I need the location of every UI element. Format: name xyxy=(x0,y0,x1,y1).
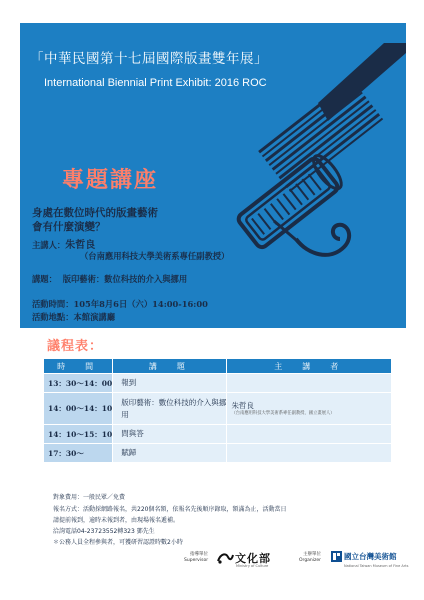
row-speaker-name: 朱哲良 xyxy=(231,401,254,410)
row-topic: 報到 xyxy=(113,374,227,393)
event-time-label: 活動時間： xyxy=(32,299,74,309)
row-time: 14：00～14：10 xyxy=(44,393,113,425)
row-topic: 版印藝術：數位科技的介入與挪用 xyxy=(113,393,227,425)
exhibition-subtitle: International Biennial Print Exhibit: 2016 ROC xyxy=(44,77,267,89)
exhibition-title: 「中華民國第十七屆國際版畫雙年展」 xyxy=(30,51,268,67)
note-contact: 洽詢電話04-23723552轉323 鄧先生 xyxy=(53,528,155,535)
museum-logo xyxy=(331,551,397,562)
speaker-row xyxy=(32,236,95,251)
museum-logo-icon xyxy=(331,551,342,562)
hero-banner xyxy=(20,23,406,328)
row-speaker xyxy=(227,425,392,444)
question-line-1: 身處在數位時代的版畫藝術 xyxy=(32,207,158,219)
note-credit-hours: ＊公務人員全程參與者，可獲研習認證時數2小時 xyxy=(53,539,183,546)
event-time-row xyxy=(32,298,208,310)
speaker-label: 主講人： xyxy=(32,240,66,250)
event-place: 本館演講廳 xyxy=(73,312,115,322)
speaker-name: 朱哲良 xyxy=(65,240,96,251)
speaker-title: （台南應用科技大學美術系專任副教授） xyxy=(80,251,230,261)
organizer-label-en: Organizer xyxy=(299,558,322,563)
row-speaker-note: （台南應用科技大學美術系專任副教授、國立畫展人） xyxy=(231,411,335,416)
lecture-label: 講題： xyxy=(32,274,57,284)
paint-roller-icon xyxy=(178,43,406,263)
event-place-row xyxy=(32,311,115,323)
event-time: 105年8月6日（六）14:00-16:00 xyxy=(73,299,208,309)
organizer-label: 主辦單位 xyxy=(303,552,322,557)
supervisor-label-block xyxy=(184,552,208,564)
lecture-heading: 專題講座 xyxy=(62,167,159,193)
table-row xyxy=(44,444,392,463)
agenda-table xyxy=(43,358,392,463)
supervisor-name: 文化部 xyxy=(235,552,271,565)
row-speaker xyxy=(227,393,392,425)
table-row xyxy=(44,393,392,425)
agenda-header-row xyxy=(44,359,392,374)
table-row xyxy=(44,374,392,393)
row-time: 14：10～15：10 xyxy=(44,425,113,444)
lecture-topic: 版印藝術：數位科技的介入與挪用 xyxy=(62,274,188,284)
note-audience: 對象費用：一般民眾／免費 xyxy=(53,494,126,501)
note-registration: 報名方式：活動採網路報名，共220個名額，依報名先後順序錄取，額滿為止，活動當日 xyxy=(53,506,287,513)
footer xyxy=(20,545,409,575)
supervisor-label-en: Supervisor xyxy=(184,558,209,563)
poster xyxy=(20,23,409,575)
row-speaker xyxy=(227,374,392,393)
table-row xyxy=(44,425,392,444)
question-line-2: 會有什麼演變？ xyxy=(32,221,106,233)
supervisor-sub: Ministry of Culture xyxy=(236,564,269,568)
header-time: 時 間 xyxy=(44,359,113,374)
row-topic: 問與答 xyxy=(113,425,227,444)
ministry-logo-icon xyxy=(216,551,234,565)
row-time: 17：30～ xyxy=(44,444,113,463)
organizer-label-block xyxy=(299,552,321,564)
row-topic: 賦歸 xyxy=(113,444,227,463)
supervisor-label: 指導單位 xyxy=(190,552,209,557)
organizer-name: 國立台灣美術館 xyxy=(344,552,397,561)
agenda-title: 議程表： xyxy=(47,339,104,354)
row-speaker xyxy=(227,444,392,463)
note-registration-cont: 請提前報到，逾時未報到者，由現場報名遞補。 xyxy=(53,517,180,524)
event-place-label: 活動地點： xyxy=(32,312,74,322)
organizer-sub: National Taiwan Museum of Fine Arts xyxy=(344,564,409,568)
lecture-topic-row xyxy=(32,273,187,285)
header-topic: 講 題 xyxy=(113,359,227,374)
row-time: 13：30～14：00 xyxy=(44,374,113,393)
header-speaker: 主 講 者 xyxy=(227,359,392,374)
